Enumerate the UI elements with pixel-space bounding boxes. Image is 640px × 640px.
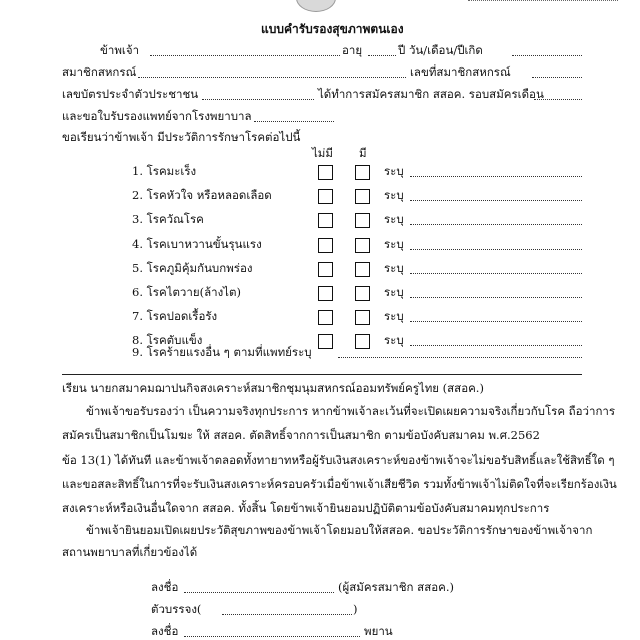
checkbox-no[interactable] xyxy=(318,165,333,180)
specify-field[interactable] xyxy=(410,297,582,298)
checkbox-yes[interactable] xyxy=(355,189,370,204)
checkbox-yes[interactable] xyxy=(355,262,370,277)
print-name-close: ) xyxy=(353,602,358,616)
specify-label: ระบุ xyxy=(384,237,404,251)
print-name-label: ตัวบรรจง( xyxy=(151,602,202,616)
association-seal xyxy=(296,0,336,12)
specify-label: ระบุ xyxy=(384,333,404,347)
paragraph-line: ข้าพเจ้าขอรับรองว่า เป็นความจริงทุกประการ หากข้าพเจ้าละเว้นที่จะเปิดเผยความจริงเกี่ยวกับโรค ถือว่าการ xyxy=(86,404,616,418)
applicant-signature-field[interactable] xyxy=(184,592,334,593)
disease-label: 5. โรคภูมิคุ้มกันบกพร่อง xyxy=(132,261,253,275)
declaration-text: ขอเรียนว่าข้าพเจ้า มีประวัติการรักษาโรคต่อไปนี้ xyxy=(62,130,301,144)
disease-label: 7. โรคปอดเรื้อรัง xyxy=(132,309,218,323)
age-field[interactable] xyxy=(368,55,396,56)
header-no: ไม่มี xyxy=(312,146,333,160)
checkbox-yes[interactable] xyxy=(355,286,370,301)
checkbox-no[interactable] xyxy=(318,310,333,325)
disease-other-field[interactable] xyxy=(338,357,582,358)
paragraph-line: สงเคราะห์หรือเงินอื่นใดจาก สสอค. ทั้งสิ้น โดยข้าพเจ้ายินยอมปฏิบัติตามข้อบังคับสมาคมทุกประการ xyxy=(62,501,550,515)
witness-signature-field[interactable] xyxy=(184,636,360,637)
sign-label: ลงชื่อ xyxy=(151,580,179,594)
specify-label: ระบุ xyxy=(384,285,404,299)
top-dotted-line xyxy=(468,0,618,1)
checkbox-no[interactable] xyxy=(318,189,333,204)
specify-field[interactable] xyxy=(410,345,582,346)
member-no-field[interactable] xyxy=(532,77,582,78)
disease-label: 3. โรควัณโรค xyxy=(132,212,204,226)
witness-sign-label: ลงชื่อ xyxy=(151,624,179,638)
apply-round-label: ได้ทำการสมัครสมาชิก สสอค. รอบสมัครเดือน xyxy=(318,87,544,101)
checkbox-no[interactable] xyxy=(318,286,333,301)
specify-field[interactable] xyxy=(410,200,582,201)
letter-salutation: เรียน นายกสมาคมฌาปนกิจสงเคราะห์สมาชิกชุมนุมสหกรณ์ออมทรัพย์ครูไทย (สสอค.) xyxy=(62,381,484,395)
checkbox-no[interactable] xyxy=(318,238,333,253)
specify-label: ระบุ xyxy=(384,309,404,323)
specify-label: ระบุ xyxy=(384,261,404,275)
hospital-label: และขอใบรับรองแพทย์จากโรงพยาบาล xyxy=(62,109,252,123)
paragraph-line: สมัครเป็นสมาชิกเป็นโมฆะ ให้ สสอค. ตัดสิทธิ์จากการเป็นสมาชิก ตามข้อบังคับสมาคม พ.ศ.2562 xyxy=(62,428,540,442)
member-coop-label: สมาชิกสหกรณ์ xyxy=(62,65,137,79)
specify-field[interactable] xyxy=(410,273,582,274)
form-title: แบบคำรับรองสุขภาพตนเอง xyxy=(261,22,404,36)
paragraph-line: และขอสละสิทธิ์ในการที่จะรับเงินสงเคราะห์ครอบครัวเมื่อข้าพเจ้าเสียชีวิต รวมทั้งข้าพเจ้าไม่ติดใจที่จะเรียกร้องเงิน xyxy=(62,477,617,491)
member-no-label: เลขที่สมาชิกสหกรณ์ xyxy=(410,65,511,79)
specify-field[interactable] xyxy=(410,224,582,225)
checkbox-no[interactable] xyxy=(318,334,333,349)
apply-round-field[interactable] xyxy=(534,99,582,100)
header-yes: มี xyxy=(359,146,367,160)
checkbox-yes[interactable] xyxy=(355,213,370,228)
witness-role: พยาน xyxy=(364,624,393,638)
disease-label: 2. โรคหัวใจ หรือหลอดเลือด xyxy=(132,188,272,202)
disease-label: 1. โรคมะเร็ง xyxy=(132,164,197,178)
sign-role: (ผู้สมัครสมาชิก สสอค.) xyxy=(338,580,454,594)
section-divider xyxy=(62,374,582,375)
disease-other-label: 9. โรคร้ายแรงอื่น ๆ ตามที่แพทย์ระบุ xyxy=(132,345,312,359)
specify-label: ระบุ xyxy=(384,164,404,178)
print-name-field[interactable] xyxy=(222,614,352,615)
birthdate-label: ปี วัน/เดือน/ปีเกิด xyxy=(398,43,483,57)
checkbox-yes[interactable] xyxy=(355,238,370,253)
specify-field[interactable] xyxy=(410,249,582,250)
name-prefix: ข้าพเจ้า xyxy=(100,43,140,57)
specify-label: ระบุ xyxy=(384,188,404,202)
checkbox-yes[interactable] xyxy=(355,310,370,325)
disease-label: 4. โรคเบาหวานขั้นรุนแรง xyxy=(132,237,262,251)
checkbox-yes[interactable] xyxy=(355,165,370,180)
hospital-field[interactable] xyxy=(254,121,334,122)
paragraph-line: ข้าพเจ้ายินยอมเปิดเผยประวัติสุขภาพของข้าพเจ้าโดยมอบให้สสอค. ขอประวัติการรักษาของข้าพเจ้าจาก xyxy=(86,523,593,537)
specify-field[interactable] xyxy=(410,321,582,322)
disease-label: 8. โรคตับแข็ง xyxy=(132,333,203,347)
id-card-field[interactable] xyxy=(202,99,314,100)
id-card-label: เลขบัตรประจำตัวประชาชน xyxy=(62,87,199,101)
checkbox-no[interactable] xyxy=(318,213,333,228)
checkbox-yes[interactable] xyxy=(355,334,370,349)
age-label: อายุ xyxy=(342,43,363,57)
member-coop-field[interactable] xyxy=(138,77,406,78)
name-field[interactable] xyxy=(150,55,340,56)
checkbox-no[interactable] xyxy=(318,262,333,277)
disease-label: 6. โรคไตวาย(ล้างไต) xyxy=(132,285,241,299)
paragraph-line: สถานพยาบาลที่เกี่ยวข้องได้ xyxy=(62,545,198,559)
specify-label: ระบุ xyxy=(384,212,404,226)
birthdate-field[interactable] xyxy=(512,55,582,56)
paragraph-line: ข้อ 13(1) ได้ทันที และข้าพเจ้าตลอดทั้งทายาทหรือผู้รับเงินสงเคราะห์ของข้าพเจ้าจะไม่ขอรับสิทธิ์และใช้สิทธิ์ใด ๆ xyxy=(62,453,615,467)
specify-field[interactable] xyxy=(410,176,582,177)
